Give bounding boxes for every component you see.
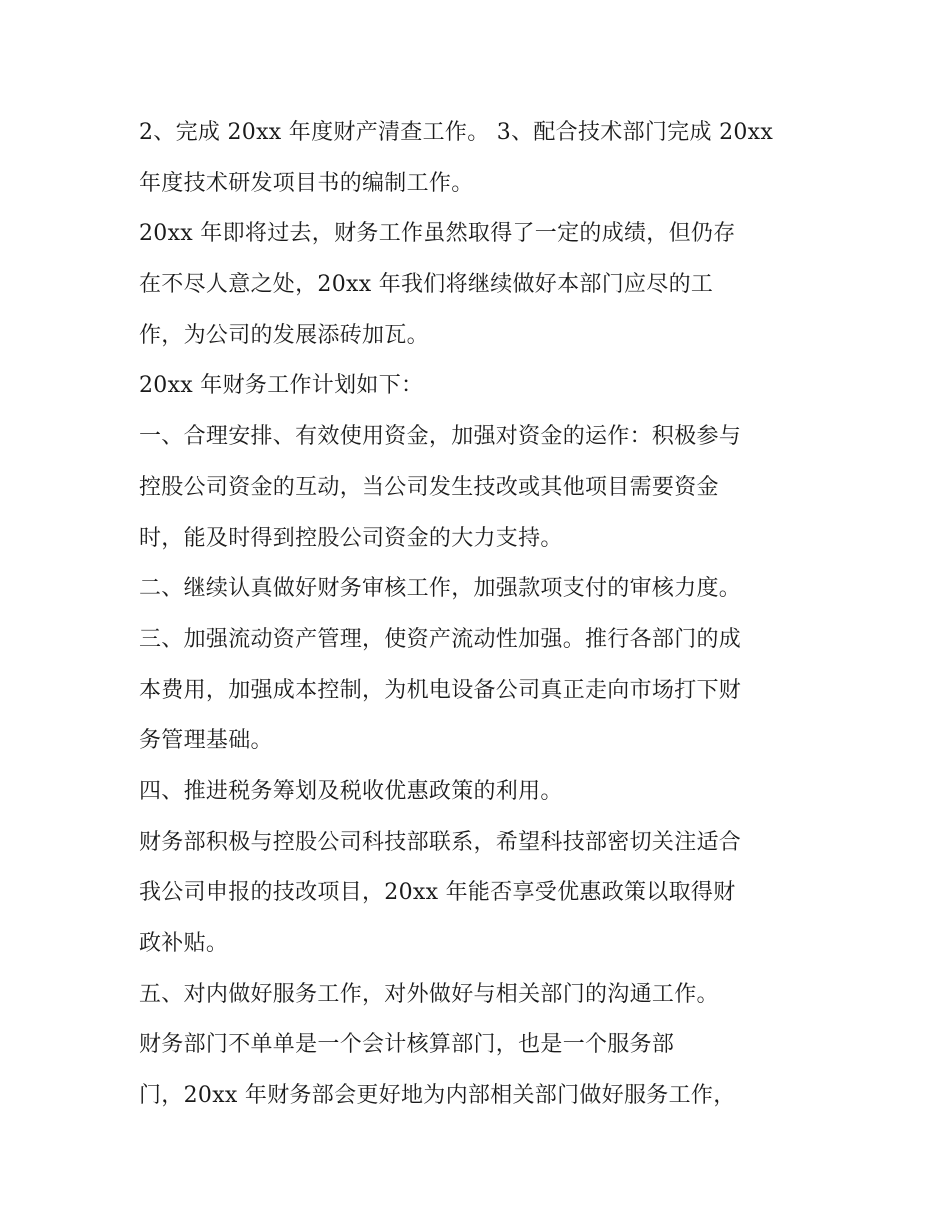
text-line: 时，能及时得到控股公司资金的大力支持。 bbox=[139, 525, 563, 551]
text-line: 务管理基础。 bbox=[139, 728, 273, 754]
text-line: 三、加强流动资产管理，使资产流动性加强。推行各部门的成 bbox=[139, 626, 742, 652]
text-line: 控股公司资金的互动，当公司发生技改或其他项目需要资金 bbox=[139, 474, 719, 500]
text-line: 四、推进税务筹划及税收优惠政策的利用。 bbox=[139, 778, 563, 804]
document-body bbox=[139, 108, 819, 1122]
text-line: 20xx 年即将过去，财务工作虽然取得了一定的成绩，但仍存 bbox=[139, 221, 736, 247]
text-line: 政补贴。 bbox=[139, 931, 229, 956]
text-line: 年度技术研发项目书的编制工作。 bbox=[139, 170, 474, 196]
text-line: 2、完成 20xx 年度财产清查工作。 3、配合技术部门完成 20xx bbox=[139, 120, 774, 145]
text-line: 20xx 年财务工作计划如下： bbox=[139, 373, 424, 399]
text-line: 一、合理安排、有效使用资金，加强对资金的运作：积极参与 bbox=[139, 424, 742, 450]
text-line: 二、继续认真做好财务审核工作，加强款项支付的审核力度。 bbox=[139, 576, 742, 602]
text-line: 作，为公司的发展添砖加瓦。 bbox=[139, 322, 429, 348]
text-line: 我公司申报的技改项目，20xx 年能否享受优惠政策以取得财 bbox=[139, 880, 736, 906]
text-line: 在不尽人意之处，20xx 年我们将继续做好本部门应尽的工 bbox=[139, 272, 714, 298]
text-line: 财务部门不单单是一个会计核算部门，也是一个服务部 bbox=[139, 1032, 675, 1058]
text-line: 财务部积极与控股公司科技部联系，希望科技部密切关注适合 bbox=[139, 829, 742, 855]
text-line: 本费用，加强成本控制，为机电设备公司真正走向市场打下财 bbox=[139, 677, 742, 703]
text-line: 门，20xx 年财务部会更好地为内部相关部门做好服务工作， bbox=[139, 1083, 736, 1109]
text-line: 五、对内做好服务工作，对外做好与相关部门的沟通工作。 bbox=[139, 981, 719, 1007]
